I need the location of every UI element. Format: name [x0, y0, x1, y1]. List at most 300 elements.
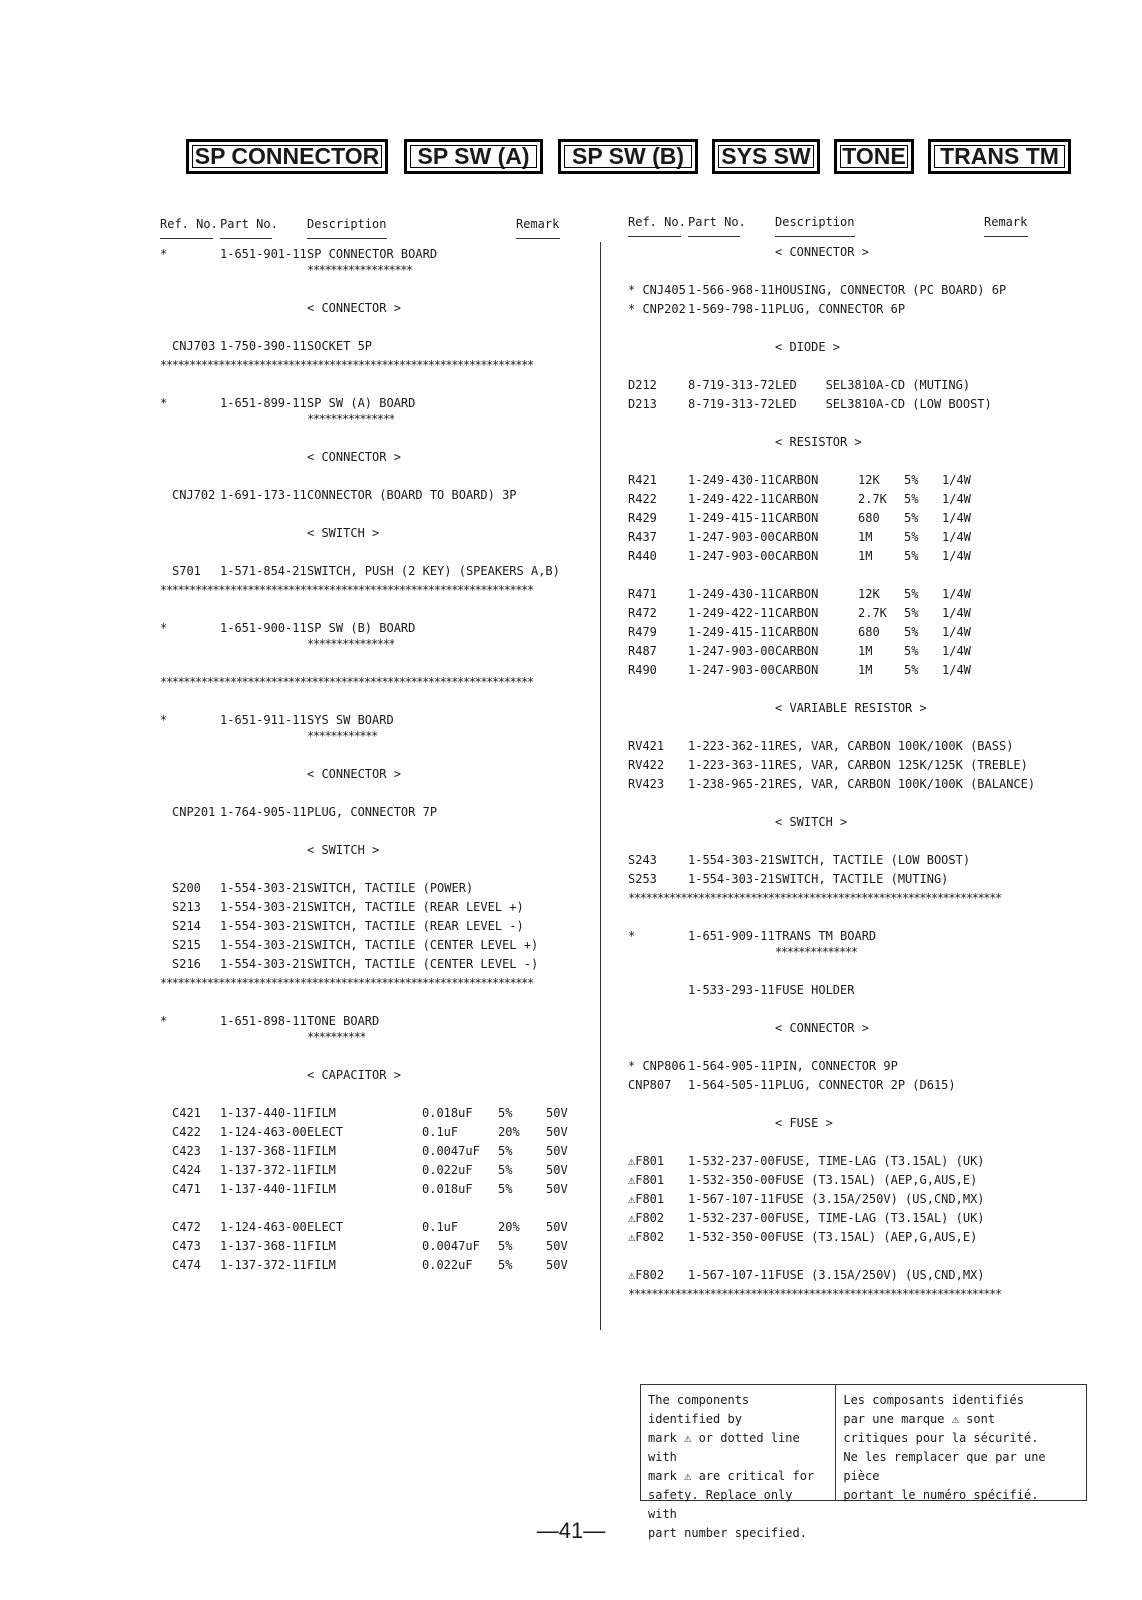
ref-no: C424 — [172, 1163, 201, 1177]
part-no: 1-554-303-21 — [688, 872, 775, 886]
header-sys-sw: SYS SW — [712, 139, 820, 174]
part-row — [628, 981, 1038, 1000]
spacer — [160, 600, 568, 619]
part-row — [160, 1123, 568, 1142]
part-row — [628, 547, 1038, 566]
category-label: < CAPACITOR > — [307, 1068, 401, 1082]
part-row — [628, 1076, 1038, 1095]
right-parts-list — [628, 243, 1038, 1304]
part-row — [628, 737, 1038, 756]
ref-no: ⚠F801 — [628, 1192, 665, 1206]
ref-no: C471 — [172, 1182, 201, 1196]
resistance: 12K — [858, 587, 880, 601]
spacer — [628, 319, 1038, 338]
part-no: 1-249-430-11 — [688, 587, 775, 601]
description: RES, VAR, CARBON 125K/125K (TREBLE) — [775, 758, 1028, 772]
spacer — [160, 429, 568, 448]
part-row — [628, 1190, 1038, 1209]
wattage: 1/4W — [942, 530, 971, 544]
part-row — [628, 870, 1038, 889]
tolerance: 5% — [498, 1163, 513, 1177]
voltage: 50V — [546, 1182, 568, 1196]
section-separator — [628, 889, 1038, 908]
wattage: 1/4W — [942, 663, 971, 677]
part-row — [160, 803, 568, 822]
description: FILM — [307, 1182, 336, 1196]
part-no: 1-124-463-00 — [220, 1125, 307, 1139]
part-no: 1-569-798-11 — [688, 302, 775, 316]
asterisk-rule: **************************************************************** — [160, 583, 533, 597]
part-no: 8-719-313-72 — [688, 378, 775, 392]
spacer — [160, 860, 568, 879]
tolerance: 5% — [904, 663, 919, 677]
spacer — [160, 280, 568, 299]
part-row — [160, 619, 568, 638]
category-heading — [160, 765, 568, 784]
part-row — [160, 394, 568, 413]
capacitance: 0.0047uF — [422, 1239, 480, 1253]
ref-no: R479 — [628, 625, 657, 639]
category-label: < SWITCH > — [307, 526, 380, 540]
ref-no: C423 — [172, 1144, 201, 1158]
tolerance: 5% — [904, 587, 919, 601]
spacer — [160, 543, 568, 562]
part-row — [160, 1256, 568, 1275]
spacer — [628, 357, 1038, 376]
part-no: 1-249-422-11 — [688, 492, 775, 506]
asterisk-rule: ********** — [307, 1031, 366, 1043]
spacer — [628, 262, 1038, 281]
category-heading — [160, 524, 568, 543]
part-row — [628, 661, 1038, 680]
asterisk-rule: **************************************************************** — [628, 1287, 1001, 1301]
ref-no: CNP807 — [628, 1078, 672, 1092]
category-heading — [628, 1114, 1038, 1133]
ref-no: * CNP202 — [628, 302, 686, 316]
description: FILM — [307, 1239, 336, 1253]
description: TRANS TM BOARD — [775, 929, 877, 943]
spacer — [628, 1247, 1038, 1266]
part-row — [628, 623, 1038, 642]
board-underline — [160, 730, 568, 746]
part-no: 1-247-903-00 — [688, 644, 775, 658]
ref-no: S701 — [172, 564, 201, 578]
part-no: 1-554-303-21 — [220, 900, 307, 914]
part-no: 1-571-854-21 — [220, 564, 307, 578]
category-label: < RESISTOR > — [775, 435, 862, 449]
voltage: 50V — [546, 1258, 568, 1272]
description: CARBON — [775, 549, 819, 563]
ref-no: C472 — [172, 1220, 201, 1234]
spacer — [628, 566, 1038, 585]
part-no: 1-567-107-11 — [688, 1192, 775, 1206]
safety-note — [640, 1384, 1087, 1540]
spacer — [160, 1199, 568, 1218]
part-row — [628, 376, 1038, 395]
part-no: 1-532-237-00 — [688, 1154, 775, 1168]
resistance: 1M — [858, 644, 873, 658]
ref-no: S200 — [172, 881, 201, 895]
part-no: 1-532-350-00 — [688, 1173, 775, 1187]
part-row — [628, 851, 1038, 870]
description: SWITCH, TACTILE (REAR LEVEL -) — [307, 919, 524, 933]
part-row — [628, 509, 1038, 528]
ref-no: ⚠F801 — [628, 1154, 665, 1168]
ref-no: C421 — [172, 1106, 201, 1120]
part-no: 1-238-965-21 — [688, 777, 775, 791]
note-line: par une marque ⚠ sont — [843, 1412, 996, 1426]
heading-part-no: Part No. — [688, 215, 746, 229]
header-tone: TONE — [834, 139, 914, 174]
spacer — [628, 1038, 1038, 1057]
description: CARBON — [775, 625, 819, 639]
part-no: 1-247-903-00 — [688, 530, 775, 544]
part-no: 1-564-505-11 — [688, 1078, 775, 1092]
section-separator — [628, 1285, 1038, 1304]
heading-remark: Remark — [984, 215, 1028, 229]
note-line: portant le numéro spécifié. — [843, 1488, 1039, 1502]
tolerance: 5% — [498, 1144, 513, 1158]
part-no: 1-249-415-11 — [688, 511, 775, 525]
spacer — [160, 822, 568, 841]
wattage: 1/4W — [942, 587, 971, 601]
note-line: safety. Replace only with — [648, 1488, 793, 1521]
asterisk-rule: **************************************************************** — [628, 891, 1001, 905]
voltage: 50V — [546, 1106, 568, 1120]
spacer — [628, 908, 1038, 927]
description: PLUG, CONNECTOR 7P — [307, 805, 438, 819]
part-row — [160, 936, 568, 955]
header-trans-tm: TRANS TM — [928, 139, 1071, 174]
part-row — [628, 528, 1038, 547]
board-underline — [160, 264, 568, 280]
category-heading — [628, 699, 1038, 718]
part-row — [628, 1152, 1038, 1171]
board-underline — [628, 946, 1038, 962]
resistance: 1M — [858, 530, 873, 544]
heading-ref-no: Ref. No. — [160, 217, 218, 231]
part-row — [628, 604, 1038, 623]
header-sp-sw-b: SP SW (B) — [558, 139, 698, 174]
spacer — [160, 746, 568, 765]
part-row — [628, 775, 1038, 794]
description: SYS SW BOARD — [307, 713, 394, 727]
description: ELECT — [307, 1220, 344, 1234]
part-row — [628, 471, 1038, 490]
description: SWITCH, PUSH (2 KEY) (SPEAKERS A,B) — [307, 564, 560, 578]
category-label: < DIODE > — [775, 340, 841, 354]
ref-no: R471 — [628, 587, 657, 601]
right-column-heading — [628, 213, 1038, 243]
description: CARBON — [775, 473, 819, 487]
ref-no: S213 — [172, 900, 201, 914]
part-no: 1-554-303-21 — [220, 881, 307, 895]
ref-no: RV421 — [628, 739, 665, 753]
description: SP SW (B) BOARD — [307, 621, 416, 635]
description: CARBON — [775, 663, 819, 677]
ref-no: * CNJ405 — [628, 283, 686, 297]
part-row — [160, 1012, 568, 1031]
category-heading — [160, 841, 568, 860]
part-no: 1-651-899-11 — [220, 396, 307, 410]
part-no: 1-554-303-21 — [220, 919, 307, 933]
spacer — [160, 993, 568, 1012]
part-row — [628, 1228, 1038, 1247]
spacer — [628, 680, 1038, 699]
description: SWITCH, TACTILE (POWER) — [307, 881, 474, 895]
description: FUSE (3.15A/250V) (US,CND,MX) — [775, 1268, 985, 1282]
description: CARBON — [775, 644, 819, 658]
resistance: 2.7K — [858, 606, 887, 620]
description: CARBON — [775, 587, 819, 601]
part-row — [160, 1142, 568, 1161]
ref-no: R490 — [628, 663, 657, 677]
part-no: 1-554-303-21 — [688, 853, 775, 867]
capacitance: 0.1uF — [422, 1220, 459, 1234]
voltage: 50V — [546, 1220, 568, 1234]
asterisk-rule: ****************** — [307, 264, 412, 276]
part-row — [160, 917, 568, 936]
part-no: 1-651-911-11 — [220, 713, 307, 727]
part-no: 1-137-368-11 — [220, 1144, 307, 1158]
description: SP CONNECTOR BOARD — [307, 247, 438, 261]
ref-no: ⚠F802 — [628, 1230, 665, 1244]
spacer — [628, 832, 1038, 851]
category-label: < CONNECTOR > — [307, 450, 401, 464]
part-row — [628, 281, 1038, 300]
part-no: 1-750-390-11 — [220, 339, 307, 353]
resistance: 2.7K — [858, 492, 887, 506]
description: FILM — [307, 1258, 336, 1272]
asterisk-rule: **************************************************************** — [160, 358, 533, 372]
heading-part-no: Part No. — [220, 217, 278, 231]
spacer — [160, 375, 568, 394]
ref-no: * — [160, 1014, 168, 1028]
part-row — [628, 1209, 1038, 1228]
note-line: part number specified. — [648, 1526, 807, 1540]
ref-no: * — [160, 621, 168, 635]
capacitance: 0.1uF — [422, 1125, 459, 1139]
spacer — [160, 467, 568, 486]
capacitance: 0.0047uF — [422, 1144, 480, 1158]
description: FUSE (T3.15AL) (AEP,G,AUS,E) — [775, 1173, 978, 1187]
part-no: 1-566-968-11 — [688, 283, 775, 297]
description: SWITCH, TACTILE (LOW BOOST) — [775, 853, 971, 867]
tolerance: 5% — [904, 511, 919, 525]
part-no: 1-532-237-00 — [688, 1211, 775, 1225]
category-label: < SWITCH > — [775, 815, 848, 829]
description: SOCKET 5P — [307, 339, 373, 353]
column-divider — [600, 242, 601, 1330]
section-separator — [160, 356, 568, 375]
category-heading — [628, 243, 1038, 262]
page-number: —41— — [536, 1518, 606, 1543]
voltage: 50V — [546, 1144, 568, 1158]
tolerance: 5% — [498, 1106, 513, 1120]
left-parts-column — [160, 215, 568, 1275]
part-no: 1-137-440-11 — [220, 1182, 307, 1196]
wattage: 1/4W — [942, 644, 971, 658]
ref-no: RV422 — [628, 758, 665, 772]
asterisk-rule: **************************************************************** — [160, 976, 533, 990]
part-row — [628, 490, 1038, 509]
ref-no: S216 — [172, 957, 201, 971]
spacer — [160, 1085, 568, 1104]
description: SWITCH, TACTILE (CENTER LEVEL +) — [307, 938, 539, 952]
ref-no: * — [160, 713, 168, 727]
part-no: 1-223-362-11 — [688, 739, 775, 753]
part-no: 1-137-372-11 — [220, 1258, 307, 1272]
tolerance: 5% — [498, 1258, 513, 1272]
part-no: 1-223-363-11 — [688, 758, 775, 772]
spacer — [628, 414, 1038, 433]
spacer — [628, 1000, 1038, 1019]
part-no: 1-137-372-11 — [220, 1163, 307, 1177]
tolerance: 5% — [904, 644, 919, 658]
part-row — [160, 562, 568, 581]
category-heading — [160, 1066, 568, 1085]
resistance: 12K — [858, 473, 880, 487]
part-no: 1-532-350-00 — [688, 1230, 775, 1244]
resistance: 1M — [858, 663, 873, 677]
description: RES, VAR, CARBON 100K/100K (BASS) — [775, 739, 1014, 753]
description: HOUSING, CONNECTOR (PC BOARD) 6P — [775, 283, 1007, 297]
description: ELECT — [307, 1125, 344, 1139]
tolerance: 5% — [904, 549, 919, 563]
description: FUSE HOLDER — [775, 983, 855, 997]
ref-no: R421 — [628, 473, 657, 487]
description: FUSE, TIME-LAG (T3.15AL) (UK) — [775, 1154, 985, 1168]
ref-no: R440 — [628, 549, 657, 563]
ref-no: R472 — [628, 606, 657, 620]
note-line: Les composants identifiés — [843, 1393, 1024, 1407]
board-underline — [160, 638, 568, 654]
category-label: < VARIABLE RESISTOR > — [775, 701, 927, 715]
voltage: 50V — [546, 1239, 568, 1253]
part-row — [160, 245, 568, 264]
part-no: 1-564-905-11 — [688, 1059, 775, 1073]
description: SWITCH, TACTILE (MUTING) — [775, 872, 949, 886]
ref-no: ⚠F801 — [628, 1173, 665, 1187]
wattage: 1/4W — [942, 549, 971, 563]
asterisk-rule: *************** — [307, 638, 395, 650]
ref-no: D212 — [628, 378, 657, 392]
heading-description: Description — [307, 217, 387, 231]
ref-no: * — [160, 247, 168, 261]
ref-no: * — [160, 396, 168, 410]
heading-remark: Remark — [516, 217, 560, 231]
tolerance: 5% — [904, 492, 919, 506]
description: PLUG, CONNECTOR 6P — [775, 302, 906, 316]
part-row — [160, 1161, 568, 1180]
ref-no: C473 — [172, 1239, 201, 1253]
part-row — [160, 1180, 568, 1199]
description: FUSE (3.15A/250V) (US,CND,MX) — [775, 1192, 985, 1206]
resistance: 1M — [858, 549, 873, 563]
description: FUSE, TIME-LAG (T3.15AL) (UK) — [775, 1211, 985, 1225]
part-no: 1-247-903-00 — [688, 549, 775, 563]
spacer — [160, 692, 568, 711]
category-heading — [628, 338, 1038, 357]
part-row — [628, 585, 1038, 604]
ref-no: R422 — [628, 492, 657, 506]
part-row — [628, 1266, 1038, 1285]
part-row — [628, 927, 1038, 946]
note-line: critiques pour la sécurité. — [843, 1431, 1039, 1445]
description: LED SEL3810A-CD (LOW BOOST) — [775, 397, 992, 411]
ref-no: ⚠F802 — [628, 1268, 665, 1282]
spacer — [628, 1133, 1038, 1152]
spacer — [628, 452, 1038, 471]
safety-note-english — [641, 1385, 836, 1540]
ref-no: D213 — [628, 397, 657, 411]
ref-no: RV423 — [628, 777, 665, 791]
wattage: 1/4W — [942, 492, 971, 506]
part-row — [628, 756, 1038, 775]
description: FILM — [307, 1163, 336, 1177]
safety-note-french — [836, 1385, 1086, 1500]
part-no: 1-554-303-21 — [220, 957, 307, 971]
ref-no: S243 — [628, 853, 657, 867]
part-no: 8-719-313-72 — [688, 397, 775, 411]
spacer — [160, 505, 568, 524]
tolerance: 5% — [904, 530, 919, 544]
capacitance: 0.022uF — [422, 1163, 473, 1177]
description: TONE BOARD — [307, 1014, 380, 1028]
part-row — [628, 1057, 1038, 1076]
part-row — [160, 898, 568, 917]
category-label: < FUSE > — [775, 1116, 833, 1130]
tolerance: 5% — [498, 1239, 513, 1253]
category-label: < CONNECTOR > — [307, 301, 401, 315]
capacitance: 0.018uF — [422, 1106, 473, 1120]
tolerance: 20% — [498, 1125, 520, 1139]
category-label: < SWITCH > — [307, 843, 380, 857]
asterisk-rule: ************ — [307, 730, 377, 742]
board-underline — [160, 413, 568, 429]
description: PLUG, CONNECTOR 2P (D615) — [775, 1078, 956, 1092]
wattage: 1/4W — [942, 473, 971, 487]
note-line: The components identified by — [648, 1393, 750, 1426]
asterisk-rule: **************************************************************** — [160, 675, 533, 689]
tolerance: 5% — [904, 625, 919, 639]
category-label: < CONNECTOR > — [775, 245, 869, 259]
description: CARBON — [775, 530, 819, 544]
part-row — [160, 879, 568, 898]
ref-no: R437 — [628, 530, 657, 544]
ref-no: CNJ702 — [172, 488, 216, 502]
part-no: 1-533-293-11 — [688, 983, 775, 997]
ref-no: ⚠F802 — [628, 1211, 665, 1225]
left-parts-list — [160, 245, 568, 1275]
ref-no: C474 — [172, 1258, 201, 1272]
tolerance: 5% — [904, 606, 919, 620]
description: LED SEL3810A-CD (MUTING) — [775, 378, 971, 392]
asterisk-rule: *************** — [307, 413, 395, 425]
ref-no: CNP201 — [172, 805, 216, 819]
part-row — [160, 1104, 568, 1123]
section-separator — [160, 581, 568, 600]
part-row — [160, 337, 568, 356]
part-no: 1-651-909-11 — [688, 929, 775, 943]
spacer — [628, 718, 1038, 737]
part-no: 1-249-415-11 — [688, 625, 775, 639]
part-no: 1-137-440-11 — [220, 1106, 307, 1120]
part-row — [628, 395, 1038, 414]
tolerance: 5% — [904, 473, 919, 487]
description: FILM — [307, 1144, 336, 1158]
heading-description: Description — [775, 215, 855, 229]
